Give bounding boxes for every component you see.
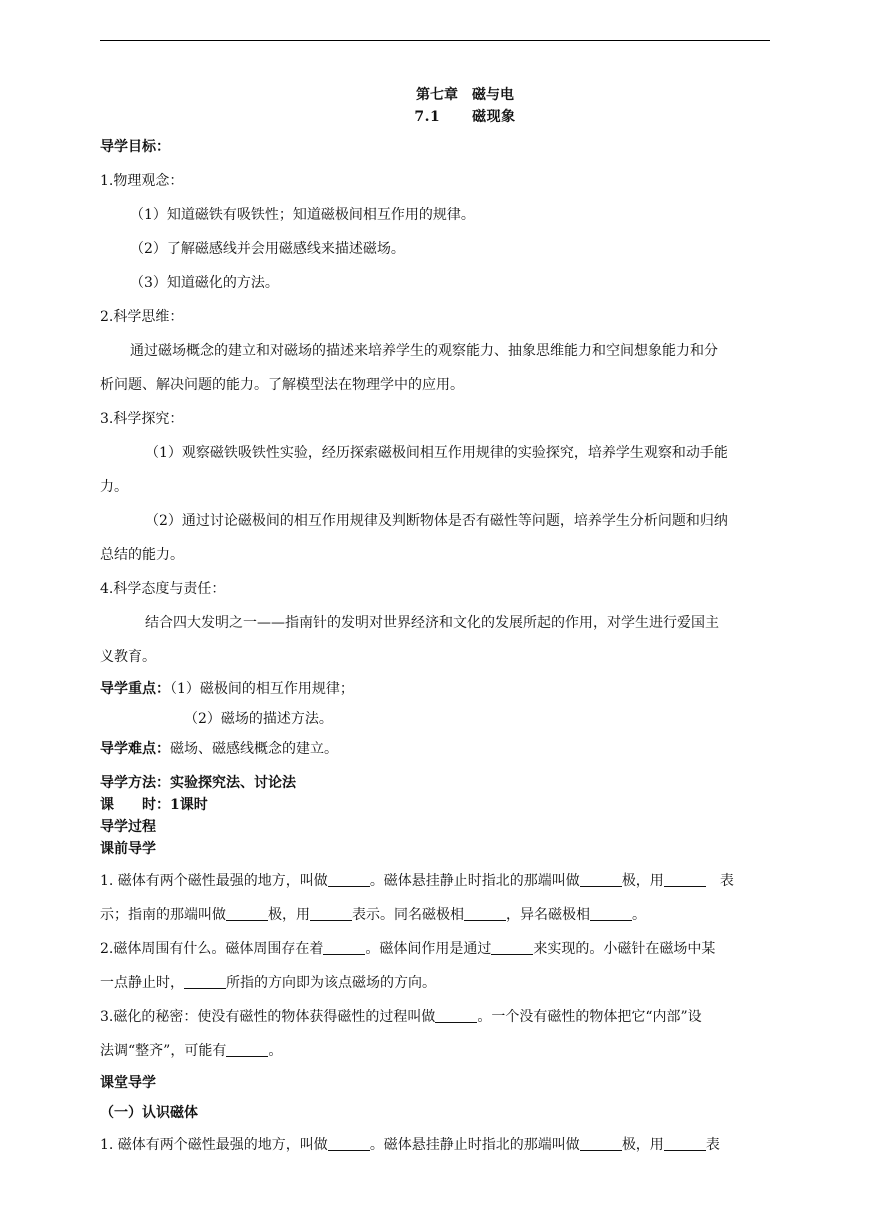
pre-q1-text-a: 1. 磁体有两个磁性最强的地方，叫做 xyxy=(100,873,328,889)
difficulty-text: 磁场、磁感线概念的建立。 xyxy=(170,741,338,757)
key-points-item-1: （1）磁极间的相互作用规律； xyxy=(170,681,354,697)
goal-physics-item-1: （1）知道磁铁有吸铁性；知道磁极间相互作用的规律。 xyxy=(130,207,475,223)
pre-q2-text-e: 所指的方向即为该点磁场的方向。 xyxy=(226,975,436,991)
pre-q1-text-b: 。磁体悬挂静止时指北的那端叫做 xyxy=(369,873,580,889)
pre-q2-text-c: 来实现的。小磁针在磁场中某 xyxy=(533,941,716,957)
process-heading: 导学过程 xyxy=(100,819,156,835)
answer-blank[interactable] xyxy=(328,1136,370,1151)
difficulty-label: 导学难点： xyxy=(100,741,170,757)
pre-q2-text-a: 2.磁体周围有什么。磁体周围存在着 xyxy=(100,941,324,957)
pre-q3-line-1 xyxy=(100,1000,770,1034)
in-q1-text-b: 。磁体悬挂静止时指北的那端叫做 xyxy=(369,1137,580,1153)
pre-q1-text-f: 极，用 xyxy=(268,907,310,923)
answer-blank[interactable] xyxy=(590,906,632,921)
goal-physics-item-2: （2）了解磁感线并会用磁感线来描述磁场。 xyxy=(130,241,405,257)
goal-attitude-label: 4.科学态度与责任： xyxy=(100,581,226,597)
answer-blank[interactable] xyxy=(226,1042,268,1057)
pre-q1-text-i: 。 xyxy=(632,907,646,923)
pre-q1-line-2 xyxy=(100,898,770,932)
answer-blank[interactable] xyxy=(580,872,622,887)
key-points-label: 导学重点： xyxy=(100,681,170,697)
pre-class-heading: 课前导学 xyxy=(100,841,156,857)
document-body xyxy=(100,84,770,1162)
pre-q2-text-d: 一点静止时， xyxy=(100,975,184,991)
answer-blank[interactable] xyxy=(464,906,506,921)
pre-q3-text-d: 。 xyxy=(268,1043,283,1059)
answer-blank[interactable] xyxy=(323,940,365,955)
pre-q1-text-g: 表示。同名磁极相 xyxy=(352,907,464,923)
pre-q3-text-a: 3.磁化的秘密：使没有磁性的物体获得磁性的过程叫做 xyxy=(100,1009,436,1025)
pre-q1-text-h: ，异名磁极相 xyxy=(506,907,590,923)
key-points-row xyxy=(100,674,770,704)
chapter-title: 第七章 磁与电 xyxy=(416,87,514,103)
answer-blank[interactable] xyxy=(491,940,533,955)
section-title: 7.1 磁现象 xyxy=(414,109,516,125)
header-rule xyxy=(100,40,770,41)
in-q1-line-1 xyxy=(100,1128,770,1162)
answer-blank[interactable] xyxy=(580,1136,622,1151)
goal-inquiry-p1-line-1: （1）观察磁铁吸铁性实验，经历探索磁极间相互作用规律的实验探究，培养学生观察和动手能 xyxy=(145,445,728,461)
key-points-item-2: （2）磁场的描述方法。 xyxy=(184,711,333,727)
answer-blank[interactable] xyxy=(226,906,268,921)
answer-blank[interactable] xyxy=(184,974,226,989)
answer-blank[interactable] xyxy=(664,1136,706,1151)
period-row xyxy=(100,794,770,816)
pre-q1-text-c: 极，用 xyxy=(621,873,664,889)
goal-inquiry-p2-line-1: （2）通过讨论磁极间的相互作用规律及判断物体是否有磁性等问题，培养学生分析问题和归纳 xyxy=(145,513,728,529)
goal-physics-item-3: （3）知道磁化的方法。 xyxy=(130,275,279,291)
goal-thinking-line-2: 析问题、解决问题的能力。了解模型法在物理学中的应用。 xyxy=(100,377,464,393)
goal-thinking-label: 2.科学思维： xyxy=(100,309,184,325)
pre-q2-line-2 xyxy=(100,966,770,1000)
in-q1-text-c: 极，用 xyxy=(621,1137,664,1153)
answer-blank[interactable] xyxy=(310,906,352,921)
pre-q1-text-e: 示；指南的那端叫做 xyxy=(100,907,226,923)
goal-inquiry-p2-line-2: 总结的能力。 xyxy=(100,547,184,563)
pre-q1-line-1 xyxy=(100,864,770,898)
answer-blank[interactable] xyxy=(435,1008,477,1023)
pre-q2-text-b: 。磁体间作用是通过 xyxy=(365,941,492,957)
pre-q3-text-b: 。一个没有磁性的物体把它“内部”设 xyxy=(477,1009,702,1025)
in-q1-text-d: 表 xyxy=(705,1137,720,1153)
goals-heading: 导学目标： xyxy=(100,139,170,155)
pre-q1-text-d: 表 xyxy=(719,873,734,889)
pre-q3-text-c: 法调“整齐”，可能有 xyxy=(100,1043,227,1059)
goal-thinking-line-1: 通过磁场概念的建立和对磁场的描述来培养学生的观察能力、抽象思维能力和空间想象能力和分 xyxy=(130,343,718,359)
goal-attitude-line-1: 结合四大发明之一——指南针的发明对世界经济和文化的发展所起的作用，对学生进行爱国主 xyxy=(145,615,719,631)
answer-blank[interactable] xyxy=(664,872,706,887)
period-text: 1课时 xyxy=(170,797,208,813)
method-text: 实验探究法、讨论法 xyxy=(170,775,296,791)
pre-q3-line-2 xyxy=(100,1034,770,1068)
goal-inquiry-label: 3.科学探究： xyxy=(100,411,184,427)
goal-attitude-line-2: 义教育。 xyxy=(100,649,156,665)
in-class-sub-heading: （一）认识磁体 xyxy=(100,1105,198,1121)
period-label: 课 时： xyxy=(100,797,170,813)
answer-blank[interactable] xyxy=(328,872,370,887)
method-row xyxy=(100,772,770,794)
in-class-heading: 课堂导学 xyxy=(100,1075,156,1091)
goal-inquiry-p1-line-2: 力。 xyxy=(100,479,128,495)
goal-physics-label: 1.物理观念： xyxy=(100,173,184,189)
method-label: 导学方法： xyxy=(100,775,170,791)
pre-q2-line-1 xyxy=(100,932,770,966)
in-q1-text-a: 1. 磁体有两个磁性最强的地方，叫做 xyxy=(100,1137,328,1153)
difficulty-row xyxy=(100,734,770,764)
